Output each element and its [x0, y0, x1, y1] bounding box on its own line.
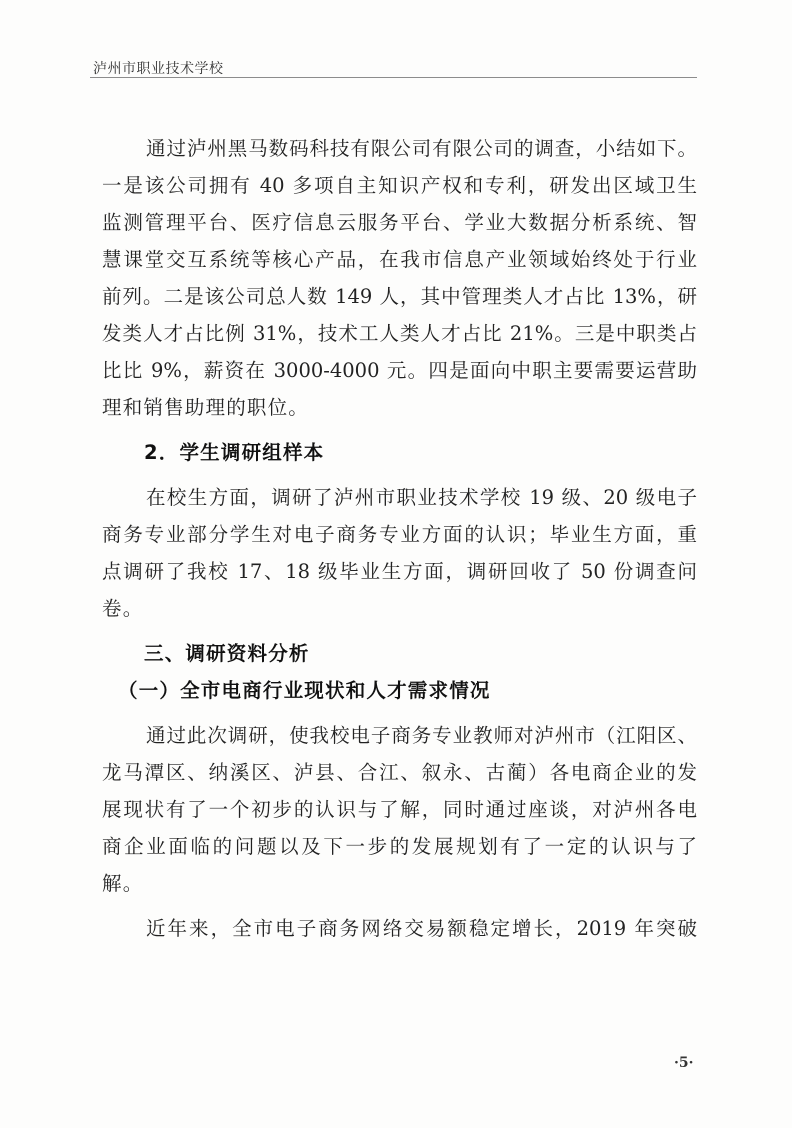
paragraph-line: 通过泸州黑马数码科技有限公司有限公司的调查，小结如下。 — [146, 137, 697, 160]
paragraph-line: 点调研了我校 17、18 级毕业生方面，调研回收了 50 份调查问 — [102, 560, 697, 583]
paragraph-line: 在校生方面，调研了泸州市职业技术学校 19 级、20 级电子 — [146, 486, 697, 509]
paragraph-line: 龙马潭区、纳溪区、泸县、合江、叙永、古蔺）各电商企业的发 — [102, 761, 697, 784]
subsection-heading-industry-status: （一）全市电商行业现状和人才需求情况 — [118, 679, 491, 702]
paragraph-company-summary — [102, 130, 697, 426]
paragraph-student-survey — [102, 479, 697, 627]
paragraph-line: 解。 — [102, 872, 144, 895]
paragraph-line: 一是该公司拥有 40 多项自主知识产权和专利，研发出区域卫生 — [102, 174, 697, 197]
paragraph-line: 展现状有了一个初步的认识与了解，同时通过座谈，对泸州各电 — [102, 798, 697, 821]
paragraph-survey-outcome — [102, 717, 697, 902]
paragraph-line: 前列。二是该公司总人数 149 人，其中管理类人才占比 13%，研 — [102, 285, 697, 308]
document-body — [102, 130, 697, 947]
paragraph-line: 比比 9%，薪资在 3000-4000 元。四是面向中职主要需要运营助 — [102, 359, 697, 382]
paragraph-line: 商务专业部分学生对电子商务专业方面的认识；毕业生方面，重 — [102, 523, 697, 546]
header-rule — [90, 77, 697, 78]
paragraph-line: 商企业面临的问题以及下一步的发展规划有了一定的认识与了 — [102, 835, 697, 858]
paragraph-line: 卷。 — [102, 597, 144, 620]
header-school-name: 泸州市职业技术学校 — [93, 61, 224, 77]
paragraph-line: 通过此次调研，使我校电子商务专业教师对泸州市（江阳区、 — [146, 724, 697, 747]
paragraph-line: 理和销售助理的职位。 — [102, 396, 310, 419]
page-header — [90, 54, 697, 80]
paragraph-line: 监测管理平台、医疗信息云服务平台、学业大数据分析系统、智 — [102, 211, 697, 234]
paragraph-line: 慧课堂交互系统等核心产品，在我市信息产业领域始终处于行业 — [102, 248, 697, 271]
paragraph-line: 近年来，全市电子商务网络交易额稳定增长，2019 年突破 — [146, 917, 697, 940]
section-heading-student-sample: 2．学生调研组样本 — [144, 441, 325, 464]
paragraph-line: 发类人才占比例 31%，技术工人类人才占比 21%。三是中职类占 — [102, 322, 697, 345]
paragraph-ecommerce-growth — [102, 910, 697, 947]
page-number: ·5· — [674, 1055, 694, 1071]
section-heading-data-analysis: 三、调研资料分析 — [144, 642, 310, 665]
